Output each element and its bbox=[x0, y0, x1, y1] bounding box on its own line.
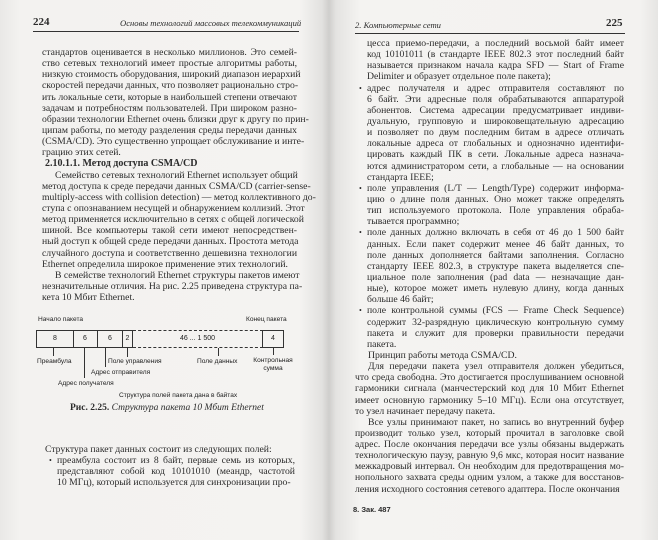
text-line: данных. Если пакет содержит менее 46 байт данных, то bbox=[367, 238, 624, 250]
text-line: образии технологии Ethernet очень близки друг к другу по прин- bbox=[42, 113, 309, 125]
text-line: незначительные отличия. На рис. 2.25 приведена структура па- bbox=[42, 280, 303, 292]
text-line: стандартов оценивается в несколько миллионов. Это семей- bbox=[42, 47, 297, 58]
paragraph bbox=[42, 169, 316, 270]
section-heading bbox=[42, 158, 297, 169]
text-line: то узел начинает передачу пакета. bbox=[355, 405, 495, 417]
label-preamble: Преамбула bbox=[37, 358, 72, 365]
caption-text: Структура пакета 10 Мбит Ethernet bbox=[111, 403, 264, 413]
text-line: цию о длине поля данных. Оно может также определять bbox=[367, 193, 624, 205]
leader-line bbox=[218, 348, 219, 356]
text-line: поле данных дополняется байтами заполнения. Согласно bbox=[367, 249, 624, 261]
text-line: дуальную, групповую и широковещательную адресацию bbox=[367, 115, 624, 127]
text-line: технологическую паузу, равную 9,6 мкс, которая носит название bbox=[355, 450, 624, 462]
caption-number: Рис. 2.25. bbox=[70, 403, 110, 413]
text-line: скоростей передачи данных, что позволяет рационально стро- bbox=[42, 80, 299, 92]
text-line: поле управления (L/T — Length/Type) содержит информа- bbox=[367, 182, 624, 194]
text-line: метод применяется исключительно в сетях с общей логической bbox=[42, 214, 304, 226]
text-line: случайного доступа и соответственно дешевизна технологии bbox=[42, 247, 297, 259]
text-line: ные), которое может иметь нулевую длину, когда данных bbox=[367, 283, 624, 295]
label-source: Адрес отправителя bbox=[91, 369, 151, 376]
bullet-item bbox=[355, 38, 624, 83]
paragraph bbox=[45, 444, 295, 455]
label-destination: Адрес получателя bbox=[58, 380, 114, 387]
text-line: поле контрольной суммы (FCS — Frame Check Sequence) bbox=[367, 305, 624, 317]
right-text-column bbox=[355, 38, 624, 495]
text-line: кета 10 Мбит Ethernet. bbox=[42, 292, 135, 304]
text-line: адрес. После окончания передачи все узлы обязаны выдержать bbox=[355, 439, 624, 451]
bullet-item bbox=[355, 183, 624, 228]
bullet-item bbox=[355, 83, 624, 183]
text-line: адрес получателя и адрес отправителя составляют по bbox=[367, 82, 624, 94]
text-line: пакета. bbox=[367, 338, 397, 350]
bullet-item bbox=[355, 227, 624, 305]
leader-line bbox=[273, 348, 274, 355]
page-number: 225 bbox=[606, 17, 623, 29]
text-line: тывается программно; bbox=[367, 216, 460, 228]
leader-line bbox=[127, 348, 128, 357]
text-line: 10 МГц), который используется для синхронизации про- bbox=[57, 477, 291, 489]
bullet-icon: • bbox=[359, 306, 362, 316]
text-line: Ethernet определила широкое применение этих технологий. bbox=[42, 258, 288, 270]
text-line: Для передачи пакета узел отправителя должен убедиться, bbox=[368, 361, 624, 373]
paragraph bbox=[355, 361, 624, 417]
paragraph bbox=[42, 47, 309, 159]
text-line: multiply-access with collision detection) — метод коллективного до- bbox=[42, 191, 316, 203]
text-line: производит только узел, который прочитал в заголовке свой bbox=[355, 427, 624, 439]
printer-signature: 8. Зак. 487 bbox=[353, 505, 391, 514]
paragraph bbox=[42, 269, 303, 304]
label-checksum: Контрольная сумма bbox=[253, 357, 293, 372]
running-head: 2. Компьютерные сети bbox=[355, 20, 441, 30]
text-line: представляют собой код 10101010 (меандр, частотой bbox=[57, 466, 295, 478]
bullet-icon: • bbox=[359, 228, 362, 238]
paragraph bbox=[355, 417, 624, 495]
text-line: ципам работы, по методу разделения среды передачи данных bbox=[42, 124, 297, 136]
text-line: Все узлы принимают пакет, но запись во внутренний буфер bbox=[368, 416, 624, 428]
text-line: называется признаком начала кадра SFD — Start of Frame bbox=[367, 60, 624, 72]
text-line: низкую стоимость оборудования, широкий диапазон иерархий bbox=[42, 69, 301, 81]
text-line: В семействе технологий Ethernet структуры пакетов имеют bbox=[55, 269, 300, 281]
bullet-item bbox=[45, 455, 295, 488]
text-line: нопольного захвата среды одним узлом, а также для восстанов- bbox=[355, 472, 624, 484]
text-line: ить локальные сети, которые в наибольшей степени отвечают bbox=[42, 91, 297, 103]
left-page-number bbox=[33, 16, 50, 28]
bullet-item bbox=[355, 305, 624, 350]
field-source: 6 bbox=[98, 330, 123, 348]
label-data: Поле данных bbox=[197, 358, 238, 365]
text-line: задачам и потребностям пользователей. При широком разно- bbox=[42, 102, 297, 114]
packet-end-label: Конец пакета bbox=[246, 316, 287, 323]
text-line: Структура пакет данных состоит из следующих полей: bbox=[45, 444, 272, 455]
text-line: (CSMA/CD). Это существенно упрощает обслуживание и инте- bbox=[42, 136, 305, 148]
text-line: абонентов. Система адресации предусматривает индиви- bbox=[367, 104, 624, 116]
text-line: цесса приемо-передачи, а последний восьмой байт имеет bbox=[367, 38, 624, 49]
text-line: Принцип работы метода CSMA/CD. bbox=[368, 349, 517, 361]
bullet-icon: • bbox=[359, 183, 362, 193]
header-rule bbox=[33, 31, 299, 32]
text-line: 6 байт. Эти адресные поля обрабатываются аппаратурой bbox=[367, 93, 624, 105]
bullet-icon: • bbox=[359, 83, 362, 93]
field-control: 2 bbox=[123, 330, 133, 348]
text-line: что среда свободна. Это достигается прослушиванием основной bbox=[355, 372, 624, 384]
text-line: ный доступ к общей среде передачи данных. Простота метода bbox=[42, 236, 299, 248]
text-line: ются администратором сети, а глобальные — на основании bbox=[367, 160, 624, 172]
text-line: цировать каждый ПК в сети. Локальные адреса назнача- bbox=[367, 149, 624, 161]
text-line: межкадровый интервал. Он необходим для предотвращения мо- bbox=[355, 461, 624, 473]
right-running-head bbox=[355, 20, 441, 30]
text-line: ления исходного состояния сетевого адаптера. После окончания bbox=[355, 483, 620, 495]
text-line: больше 46 байт; bbox=[367, 294, 434, 306]
text-line: ство сетевых технологий имеет простые алгоритмы работы, bbox=[42, 58, 297, 70]
field-preamble: 8 bbox=[36, 330, 74, 348]
text-line: стандарту IEEE 802.3, в структуре пакета выделяется спе- bbox=[367, 260, 624, 272]
text-line: грацию этих сетей. bbox=[42, 147, 121, 159]
text-line: стандарта IEEE; bbox=[367, 171, 434, 183]
text-line: шиной. Все компьютеры такой сети имеют непосредствен- bbox=[42, 225, 297, 237]
text-line: код 10101011 (в стандарте IEEE 802.3 этот последний байт bbox=[367, 49, 624, 61]
left-running-head bbox=[120, 18, 301, 28]
header-rule bbox=[355, 33, 625, 34]
leader-line bbox=[53, 348, 54, 356]
field-destination: 6 bbox=[73, 330, 98, 348]
figure-note: Структура полей пакета дана в байтах bbox=[119, 392, 238, 399]
text-line: преамбула состоит из 8 байт, первые семь из которых, bbox=[57, 455, 295, 467]
text-line: циальное поле заполнения (pad data — незначащие дан- bbox=[367, 271, 624, 283]
text-line: имеет основную гармонику 5–10 МГц). Если она отсутствует, bbox=[355, 394, 624, 406]
text-line: Семейство сетевых технологий Ethernet использует общий bbox=[55, 169, 298, 181]
left-text-column-bottom bbox=[45, 444, 295, 489]
text-line: гармоники сигнала (манчестерский код для 10 Мбит Ethernet bbox=[355, 383, 624, 395]
text-line: ступа с опознаванием несущей и обнаружением коллизий. Этот bbox=[42, 202, 305, 214]
label-control: Поле управления bbox=[108, 358, 162, 365]
running-head: Основы технологий массовых телекоммуникаций bbox=[120, 18, 302, 28]
field-data: 46 ... 1 500 bbox=[133, 330, 263, 348]
text-line: тип используемого протокола. Поле управления обраба- bbox=[367, 205, 624, 217]
right-page-number bbox=[606, 17, 623, 29]
text-line: пакета и служит для проверки правильности передачи bbox=[367, 327, 624, 339]
figure-caption bbox=[70, 403, 264, 413]
text-line: содержит 32-разрядную циклическую контрольную сумму bbox=[367, 316, 624, 328]
text-line: Delimiter и образует отдельное поле пакета); bbox=[367, 71, 551, 83]
paragraph bbox=[355, 350, 624, 361]
text-line: поле данных должно включать в себя от 46 до 1 500 байт bbox=[367, 227, 624, 239]
bullet-icon: • bbox=[49, 456, 52, 466]
page-number: 224 bbox=[33, 16, 50, 28]
packet-start-label: Начало пакета bbox=[38, 316, 84, 323]
leader-line bbox=[84, 348, 85, 378]
field-checksum: 4 bbox=[263, 330, 284, 348]
text-line: и позволяет по двум последним битам в адресе отличать bbox=[367, 127, 624, 139]
left-text-column-top bbox=[42, 47, 316, 304]
text-line: 2.10.1.1. Метод доступа CSMA/CD bbox=[45, 158, 198, 170]
leader-line bbox=[105, 348, 106, 367]
text-line: локальные адреса от глобальных и однозначно идентифи- bbox=[367, 138, 624, 150]
text-line: метод доступа к среде передачи данных CSMA/CD (carrier-sense- bbox=[42, 180, 311, 192]
